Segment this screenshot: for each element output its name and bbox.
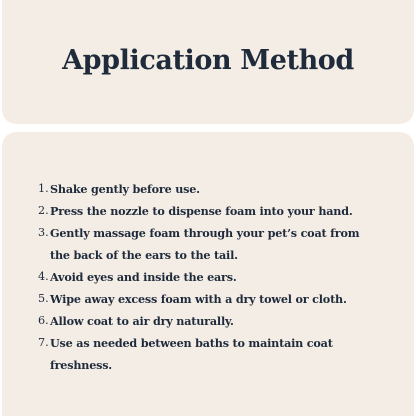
step-number: 6. bbox=[38, 314, 49, 327]
title-card bbox=[2, 0, 414, 124]
step-text: Press the nozzle to dispense foam into your hand. bbox=[50, 204, 353, 218]
step-item bbox=[38, 266, 382, 288]
step-number: 3. bbox=[38, 226, 49, 239]
step-number: 1. bbox=[38, 182, 49, 195]
step-text: Gently massage foam through your pet’s coat from the back of the ears to the tail. bbox=[50, 226, 360, 262]
step-number: 4. bbox=[38, 270, 49, 283]
step-text: Avoid eyes and inside the ears. bbox=[50, 270, 237, 284]
step-item bbox=[38, 288, 382, 310]
step-item bbox=[38, 200, 382, 222]
page-title: Application Method bbox=[62, 44, 354, 76]
instructions-card bbox=[2, 132, 414, 416]
step-item bbox=[38, 332, 382, 376]
step-item bbox=[38, 222, 382, 266]
step-item bbox=[38, 178, 382, 200]
step-item bbox=[38, 310, 382, 332]
steps-list bbox=[38, 178, 382, 376]
step-number: 5. bbox=[38, 292, 49, 305]
step-text: Use as needed between baths to maintain coat freshness. bbox=[50, 336, 333, 372]
step-text: Shake gently before use. bbox=[50, 182, 200, 196]
step-number: 7. bbox=[38, 336, 49, 349]
step-text: Allow coat to air dry naturally. bbox=[50, 314, 234, 328]
step-number: 2. bbox=[38, 204, 49, 217]
step-text: Wipe away excess foam with a dry towel or cloth. bbox=[50, 292, 347, 306]
